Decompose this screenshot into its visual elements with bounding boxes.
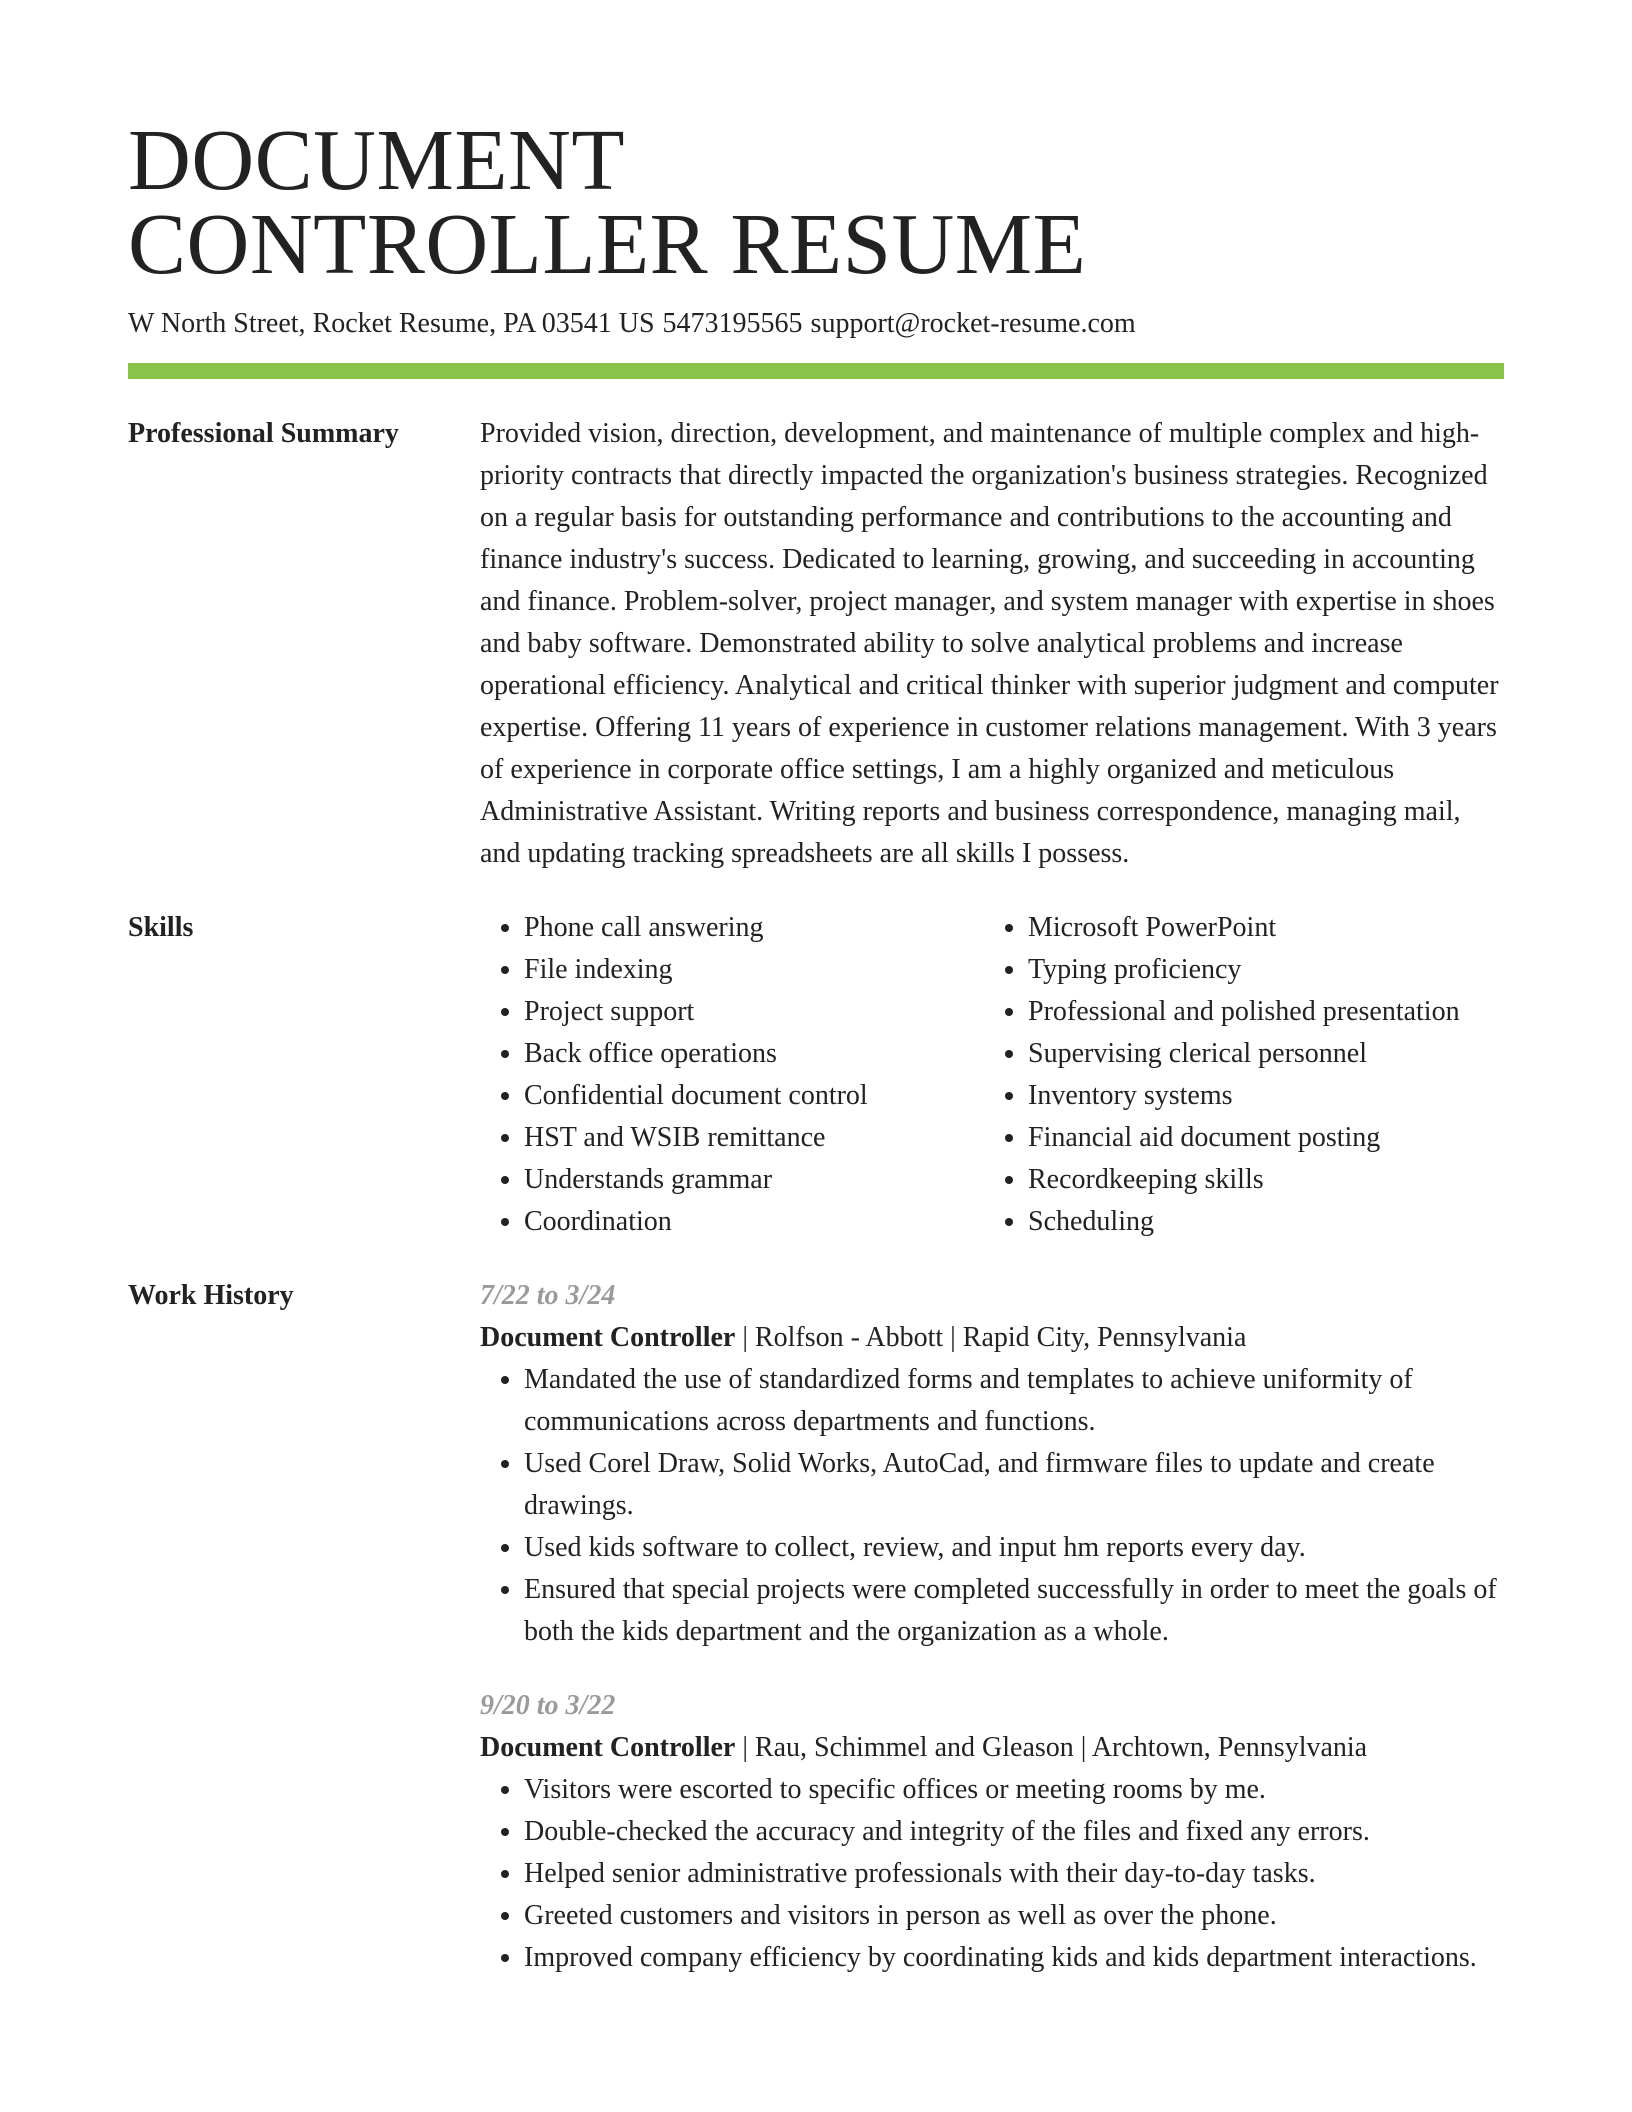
job-bullet: • Double-checked the accuracy and integrity of the files and fixed any errors. [524, 1811, 1504, 1853]
job-bullet: • Improved company efficiency by coordinating kids and kids department interactions. [524, 1937, 1504, 1979]
title-line-1: DOCUMENT [128, 111, 625, 208]
skills-heading: Skills [128, 912, 194, 943]
contact-line [128, 307, 1504, 341]
skill-item: • Back office operations [524, 1033, 984, 1075]
job-title-line [480, 1727, 1504, 1769]
job-bullet: • Greeted customers and visitors in person as well as over the phone. [524, 1895, 1504, 1937]
title-line-2: CONTROLLER RESUME [128, 195, 1087, 292]
skill-item: • Phone call answering [524, 907, 984, 949]
work-history-body [480, 1275, 1504, 1979]
job-details: | Rau, Schimmel and Gleason | Archtown, Pennsylvania [735, 1732, 1368, 1763]
summary-heading: Professional Summary [128, 418, 399, 449]
skill-item: • Understands grammar [524, 1159, 984, 1201]
header-divider [128, 363, 1504, 379]
job-dates: 7/22 to 3/24 [480, 1280, 616, 1311]
phone: 5473195565 [662, 308, 803, 339]
skill-item: • Recordkeeping skills [1028, 1159, 1488, 1201]
summary-section [128, 413, 1504, 875]
job-title: Document Controller [480, 1322, 736, 1353]
skill-item: • Project support [524, 991, 984, 1033]
skills-section [128, 907, 1504, 1243]
skill-item: • Coordination [524, 1201, 984, 1243]
job-bullet: • Visitors were escorted to specific offices or meeting rooms by me. [524, 1769, 1504, 1811]
address: W North Street, Rocket Resume, PA 03541 US [128, 308, 655, 339]
job-bullet: • Ensured that special projects were completed successfully in order to meet the goals of both the kids department and the organization as a whole. [524, 1569, 1504, 1653]
job-dates: 9/20 to 3/22 [480, 1690, 616, 1721]
skill-item: • File indexing [524, 949, 984, 991]
job-title-line [480, 1317, 1504, 1359]
job-bullet: • Used kids software to collect, review, and input hm reports every day. [524, 1527, 1504, 1569]
skill-item: • Scheduling [1028, 1201, 1488, 1243]
job-bullet: • Mandated the use of standardized forms and templates to achieve uniformity of communications across departments and functions. [524, 1359, 1504, 1443]
page-title [128, 111, 1504, 292]
skill-item: • HST and WSIB remittance [524, 1117, 984, 1159]
work-history-section [128, 1275, 1504, 1979]
job-bullets [480, 1769, 1504, 1979]
job-title: Document Controller [480, 1732, 736, 1763]
job-details: | Rolfson - Abbott | Rapid City, Pennsylvania [735, 1322, 1247, 1353]
skill-item: • Supervising clerical personnel [1028, 1033, 1488, 1075]
work-history-heading: Work History [128, 1280, 294, 1311]
skill-item: • Financial aid document posting [1028, 1117, 1488, 1159]
skills-body [480, 907, 1504, 1243]
job-entry [480, 1275, 1504, 1653]
email: support@rocket-resume.com [810, 308, 1136, 339]
skill-item: • Typing proficiency [1028, 949, 1488, 991]
resume-page [128, 111, 1504, 1979]
job-bullet: • Helped senior administrative professionals with their day-to-day tasks. [524, 1853, 1504, 1895]
summary-text: Provided vision, direction, development, and maintenance of multiple complex and high-priority contracts that directly impacted the organization's business strategies. Recognized on a regular basis for outstanding performance and contributions to the accounting and finance industry's success. Dedicated to learning, growing, and succeeding in accounting and finance. Problem-solver, project manager, and system manager with expertise in shoes and baby software. Demonstrated ability to solve analytical problems and increase operational efficiency. Analytical and critical thinker with superior judgment and computer expertise. Offering 11 years of experience in customer relations management. With 3 years of experience in corporate office settings, I am a highly organized and meticulous Administrative Assistant. Writing reports and business correspondence, managing mail, and updating tracking spreadsheets are all skills I possess. [480, 418, 1499, 869]
job-bullets [480, 1359, 1504, 1653]
skills-column-right [984, 907, 1488, 1243]
skill-item: • Inventory systems [1028, 1075, 1488, 1117]
job-bullet: • Used Corel Draw, Solid Works, AutoCad, and firmware files to update and create drawings. [524, 1443, 1504, 1527]
skill-item: • Professional and polished presentation [1028, 991, 1488, 1033]
job-entry [480, 1685, 1504, 1979]
skill-item: • Microsoft PowerPoint [1028, 907, 1488, 949]
skills-column-left [480, 907, 984, 1243]
skill-item: • Confidential document control [524, 1075, 984, 1117]
